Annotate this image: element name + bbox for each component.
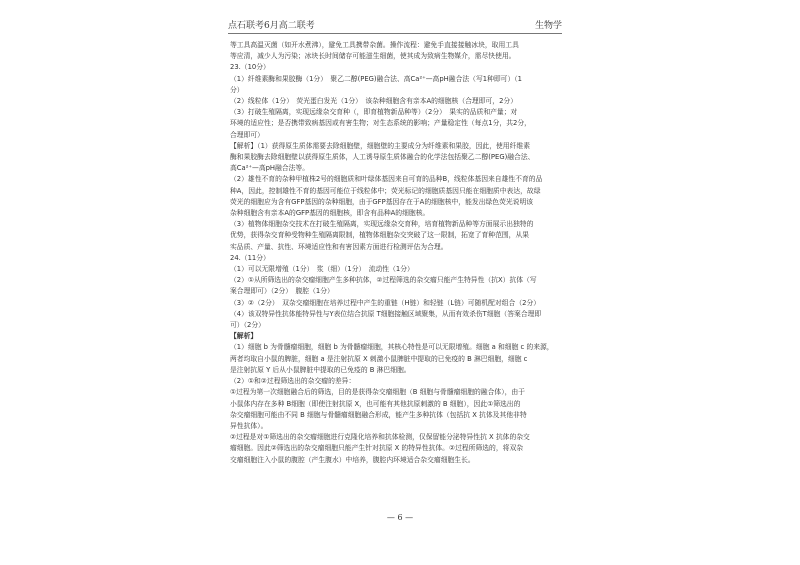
- text-line: 等工具高温灭菌（如开水煮沸），避免工具携带杂菌。操作流程：避免手直接接触冰块，取用工具: [230, 41, 519, 49]
- text-line: （4）该双特异性抗体能特异性与Y表位结合抗原 T细胞接触区域聚集，从而有效杀伤T细胞（答案合理即: [230, 309, 542, 318]
- text-line: 酶和果胶酶去除细胞壁以获得原生质体，人工诱导原生质体融合的化学法包括聚乙二醇(PEG)融合法、: [230, 153, 535, 162]
- text-line: 实品质、产量、抗性、环境适应性和有害因素方面进行检测评估为合理。: [230, 242, 448, 251]
- text-line: （1）纤维素酶和果胶酶（1分） 聚乙二醇(PEG)融合法、高Ca²⁺—高pH融合法（写1种即可）（1: [230, 74, 522, 83]
- text-line: 可）（2分）: [230, 321, 265, 330]
- text-line: 【解析】（1）获得原生质体需要去除细胞壁，细胞壁的主要成分为纤维素和果胶，因此，使用纤维素: [230, 141, 530, 150]
- text-line: 瘤细胞。因此②筛选出的杂交瘤细胞只能产生针对抗原 X 的特异性抗体。②过程所筛选的，将双杂: [230, 444, 524, 453]
- header-exam-title: 点石联考6月高二联考: [228, 21, 315, 31]
- text-line: （3）②（2分） 双杂交瘤细胞在培养过程中产生的重链（H链）和轻链（L链）可随机配对组合（2分）: [230, 298, 541, 307]
- text-line: 杂种细胞含有亲本A的GFP基因的细胞核，即含有品种A的细胞核。: [230, 209, 430, 218]
- text-line: （1）细胞 b 为骨髓瘤细胞，细胞 b 为骨髓瘤细胞，其核心特性是可以无限增殖。细胞 a 和细胞 c 的来源，: [230, 343, 554, 352]
- page-number: — 6 —: [386, 513, 414, 522]
- text-line: ①过程为第一次细胞融合后的筛选，目的是获得杂交瘤细胞（B 细胞与骨髓瘤细胞的融合体），由于: [230, 388, 525, 397]
- text-line: 异性抗体）。: [230, 421, 268, 430]
- text-line: 环境的适应性；是否携带致病基因或有害生物；对生态系统的影响；产量稳定性（每点1分，共2分，: [230, 119, 531, 128]
- text-line: 杂交瘤细胞可能由不同 B 细胞与骨髓瘤细胞融合形成，能产生多种抗体（包括抗 X 抗体及其他非特: [230, 410, 527, 419]
- text-line: （3）打破生殖隔离，实现远缘杂交育种（，即育植物新品种等）（2分） 果实的品质和产量；对: [230, 108, 518, 117]
- text-line: 交瘤细胞注入小鼠的腹腔（产生腹水）中培养，腹腔内环境适合杂交瘤细胞生长。: [230, 455, 475, 464]
- text-line: 【解析】: [230, 332, 258, 341]
- text-line: （2）①从所筛选出的杂交瘤细胞产生多种抗体，②过程筛选的杂交瘤只能产生特异性（抗X）抗体（写: [230, 276, 537, 285]
- text-line: 合理即可）: [230, 130, 264, 139]
- text-line: 等应清，减少人为污染；冰块长时间储存可能滋生细菌，使其成为致病生物媒介，需尽快使用。: [230, 52, 516, 61]
- text-line: （2）雄性不育的杂种甲植株2号的细胞质和叶绿体基因来自可育的品种B，线粒体基因来自雄性不育的品: [230, 175, 543, 184]
- text-line: 荧光的细胞应为含有GFP基因的杂种细胞，由于GFP基因存在于A的细胞核中，能发出绿色荧光说明该: [230, 197, 534, 206]
- text-line: （2）线粒体（1分） 荧光蛋白发光（1分） 该杂种细胞含有亲本A的细胞核（合理即可，2分）: [230, 97, 518, 106]
- text-line: 分）: [230, 85, 244, 94]
- text-line: 优势，获得杂交育种受物种生殖隔离限制，植物体细胞杂交突破了这一限制，拓宽了育种范围，从果: [230, 231, 530, 240]
- text-line: 高Ca²⁺—高pH融合法等。: [230, 164, 310, 173]
- text-line: （1）可以无限增殖（1分） 浆（细）（1分） 流动性（1分）: [230, 265, 414, 274]
- text-line: 是注射抗原 Y 后从小鼠脾脏中提取的已免疫的 B 淋巴细胞。: [230, 365, 411, 374]
- answer-text-body: [230, 40, 570, 466]
- text-line: 24.（11分）: [230, 253, 270, 262]
- text-line: （2）①和②过程筛选出的杂交瘤的差异：: [230, 377, 356, 386]
- text-line: 小鼠体内存在多种 B细胞（即使注射抗原 X，也可能有其他抗原刺激的 B 细胞），因此①筛选出的: [230, 399, 521, 408]
- text-line: 两者均取自小鼠的脾脏，细胞 a 是注射抗原 X 刺激小鼠脾脏中提取的已免疫的 B 淋巴细胞，细胞 c: [230, 354, 528, 363]
- text-line: （3）植物体细胞杂交技术在打破生殖隔离，实现远缘杂交育种，培育植物新品种等方面展示出独特的: [230, 220, 534, 229]
- text-line: 案合理即可）（2分） 腹腔（1分）: [230, 287, 334, 296]
- text-line: ②过程是对①筛选出的杂交瘤细胞进行克隆化培养和抗体检测，仅保留能分泌特异性抗 X 抗体的杂交: [230, 433, 530, 442]
- text-line: 种A，因此，控制雄性不育的基因可能位于线粒体中；荧光标记的细胞质基因只能在细胞质中表达，故绿: [230, 186, 541, 195]
- header-subject: 生物学: [534, 21, 562, 31]
- page-header: [228, 18, 562, 34]
- text-line: 23.（10分）: [230, 63, 270, 72]
